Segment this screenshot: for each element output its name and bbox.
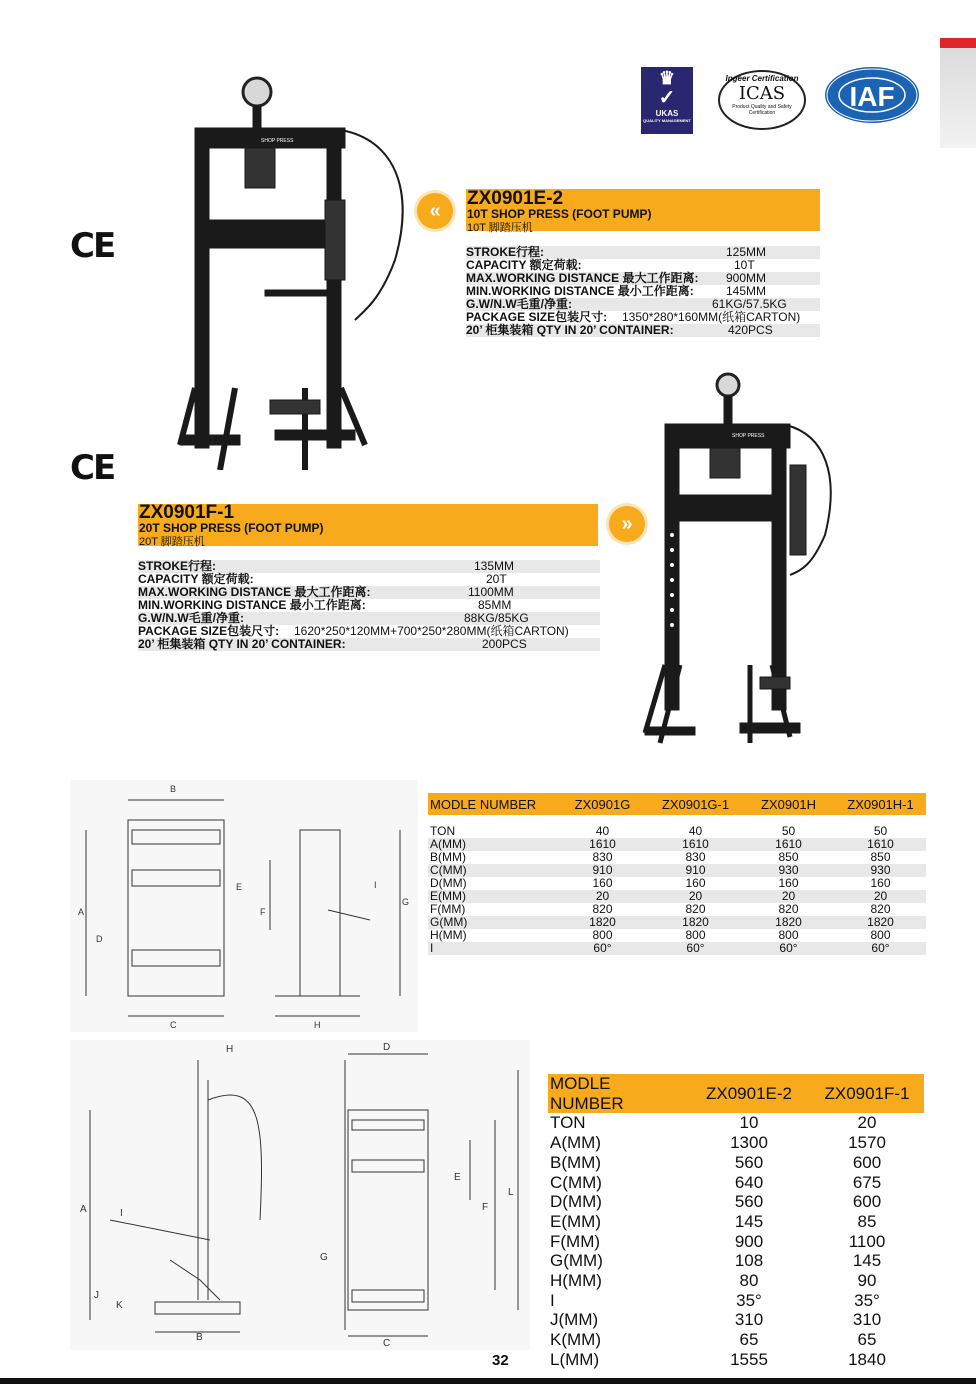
iaf-label: IAF [849, 81, 895, 112]
t2-header: MODLE NUMBER [548, 1074, 688, 1113]
cell: H(MM) [430, 928, 467, 942]
cell: 1820 [556, 916, 649, 929]
product2-model: ZX0901F-1 [139, 502, 235, 523]
cell: 85 [857, 1211, 877, 1231]
machine-1-label: SHOP PRESS [261, 138, 294, 144]
spec-label: G.W/N.W毛重/净重: [466, 297, 572, 311]
cell: 850 [778, 850, 799, 864]
spec-value: 420PCS [728, 323, 773, 337]
cell: TON [430, 824, 456, 838]
dim2-a: A [80, 1204, 87, 1215]
cell: TON [550, 1113, 586, 1133]
cell: 60° [835, 942, 926, 955]
cell: 1610 [649, 838, 742, 851]
technical-drawing-2 [70, 1040, 530, 1350]
table-row [428, 877, 926, 890]
spec-value: 88KG/85KG [464, 611, 529, 625]
cell: 830 [685, 850, 706, 864]
cell: 160 [870, 876, 891, 890]
cell: 1100 [848, 1231, 886, 1251]
spec-label: 20’ 柜集装箱 QTY IN 20’ CONTAINER: [138, 637, 346, 651]
spec-label: MIN.WORKING DISTANCE 最小工作距离: [138, 598, 366, 612]
product1-model: ZX0901E-2 [467, 188, 564, 209]
table-row [428, 929, 926, 942]
dim2-e: E [454, 1172, 461, 1183]
cell: 930 [835, 864, 926, 877]
dim-h: H [314, 1020, 321, 1030]
machine-2-label: SHOP PRESS [732, 433, 765, 439]
ukas-label: UKAS [655, 109, 679, 118]
spec-value: 61KG/57.5KG [712, 297, 787, 311]
cell: 10 [739, 1113, 759, 1133]
spec-value: 200PCS [482, 637, 527, 651]
cell: 560 [734, 1152, 764, 1172]
t1-header: ZX0901G [556, 793, 649, 815]
spec-label: PACKAGE SIZE包装尺寸: [138, 624, 280, 638]
dim-i: I [374, 880, 377, 890]
shop-press-20t-image [640, 365, 840, 750]
dim2-g: G [320, 1252, 328, 1263]
cell: 800 [778, 928, 799, 942]
cell: B(MM) [430, 850, 466, 864]
cell: A(MM) [428, 838, 556, 851]
cell: 1610 [835, 838, 926, 851]
model-table-2 [548, 1074, 924, 1370]
cell: H(MM) [550, 1271, 602, 1291]
cell: 1820 [742, 916, 835, 929]
cell: 900 [734, 1231, 764, 1251]
spec-value: 1620*250*120MM+700*250*280MM(纸箱CARTON) [294, 624, 569, 638]
spec-value: 145MM [726, 284, 767, 298]
dim-a: A [78, 907, 85, 917]
cell: 1570 [848, 1133, 886, 1153]
cell: 560 [734, 1192, 764, 1212]
cell: 1840 [848, 1349, 886, 1369]
cell: 1820 [649, 916, 742, 929]
ce-mark-2: CE [70, 448, 115, 488]
cell: 1555 [730, 1349, 768, 1369]
cell: 310 [852, 1310, 882, 1330]
cell: 800 [592, 928, 613, 942]
product1-title: 10T SHOP PRESS (FOOT PUMP) [467, 207, 652, 221]
cell: K(MM) [550, 1330, 601, 1350]
iaf-logo [825, 67, 919, 123]
cell: G(MM) [428, 916, 556, 929]
dim2-c: C [383, 1338, 391, 1349]
check-icon: ✓ [658, 87, 676, 109]
spec-value: 125MM [726, 245, 767, 259]
spec-value: 20T [486, 572, 507, 586]
cell: 35° [736, 1290, 762, 1310]
cell: 800 [870, 928, 891, 942]
cell: 600 [852, 1152, 882, 1172]
cell: 640 [734, 1172, 764, 1192]
spec-label: STROKE行程: [138, 559, 217, 573]
spec-label: STROKE行程: [466, 245, 545, 259]
cell: 60° [649, 942, 742, 955]
table-row [548, 1113, 924, 1133]
spec-label: CAPACITY 额定荷载: [466, 258, 582, 272]
table-row [428, 838, 926, 851]
t2-header: ZX0901F-1 [810, 1074, 924, 1113]
cell: D(MM) [430, 876, 467, 890]
t2-header: ZX0901E-2 [688, 1074, 810, 1113]
product2-row [138, 638, 600, 651]
table-row [548, 1153, 924, 1173]
cell: F(MM) [430, 902, 466, 916]
cell: 800 [685, 928, 706, 942]
cell: 1610 [742, 838, 835, 851]
right-arrow-icon: » [609, 506, 645, 542]
spec-label: MAX.WORKING DISTANCE 最大工作距离: [138, 585, 371, 599]
dim2-k: K [116, 1300, 123, 1311]
cell: I [550, 1290, 555, 1310]
table-row [428, 903, 926, 916]
page-number: 32 [492, 1352, 509, 1369]
dim-c: C [170, 1020, 177, 1030]
table-row [548, 1291, 924, 1311]
spec-value: 135MM [474, 559, 515, 573]
cell: 65 [857, 1330, 877, 1350]
spec-label: MAX.WORKING DISTANCE 最大工作距离: [466, 271, 699, 285]
cell: 20 [742, 890, 835, 903]
product2-title: 20T SHOP PRESS (FOOT PUMP) [139, 521, 324, 535]
cell: 20 [649, 890, 742, 903]
table-row [428, 864, 926, 877]
dim-d: D [96, 934, 103, 944]
cell: 600 [852, 1192, 882, 1212]
spec-label: PACKAGE SIZE包装尺寸: [466, 310, 608, 324]
dim2-h: H [226, 1044, 234, 1055]
table-row [548, 1271, 924, 1291]
ukas-logo [641, 67, 693, 134]
cell: E(MM) [428, 890, 556, 903]
cell: 820 [870, 902, 891, 916]
dim-g: G [402, 897, 410, 907]
dim-e: E [236, 882, 243, 892]
cell: 675 [852, 1172, 882, 1192]
table-row [548, 1133, 924, 1153]
dim2-j: J [94, 1290, 99, 1301]
cell: 50 [781, 824, 796, 838]
cell: 160 [592, 876, 613, 890]
cell: 20 [857, 1113, 877, 1133]
icas-mid: ICAS [738, 83, 786, 104]
cell: 145 [852, 1251, 882, 1271]
cell: L(MM) [550, 1349, 600, 1369]
table-row [548, 1232, 924, 1252]
spec-value: 85MM [478, 598, 512, 612]
cell: 40 [688, 824, 703, 838]
table-row [548, 1173, 924, 1193]
icas-logo [718, 70, 806, 130]
spec-label: G.W/N.W毛重/净重: [138, 611, 244, 625]
cell: 160 [685, 876, 706, 890]
shop-press-10t-image [165, 70, 425, 470]
cell: 50 [873, 824, 888, 838]
cell: 850 [870, 850, 891, 864]
cell: B(MM) [550, 1152, 601, 1172]
dim2-b: B [196, 1332, 203, 1343]
dim2-l: L [508, 1187, 514, 1198]
spec-label: 20’ 柜集装箱 QTY IN 20’ CONTAINER: [466, 323, 674, 337]
product1-row [466, 324, 820, 337]
cell: 820 [685, 902, 706, 916]
spec-label: MIN.WORKING DISTANCE 最小工作距离: [466, 284, 694, 298]
cell: 1820 [835, 916, 926, 929]
cell: 80 [739, 1271, 759, 1291]
cell: 40 [595, 824, 610, 838]
table-row [548, 1212, 924, 1232]
t1-header: ZX0901G-1 [649, 793, 742, 815]
crown-icon: ♛ [658, 68, 676, 88]
cell: 20 [835, 890, 926, 903]
cell: 108 [734, 1251, 764, 1271]
t1-header: ZX0901H [742, 793, 835, 815]
cell: E(MM) [550, 1211, 601, 1231]
dim-f: F [260, 907, 266, 917]
cell: 930 [742, 864, 835, 877]
spec-value: 1350*280*160MM(纸箱CARTON) [622, 310, 801, 324]
dim2-d: D [383, 1042, 391, 1053]
cell: 145 [734, 1211, 764, 1231]
cell: 35° [854, 1290, 880, 1310]
table-row [548, 1192, 924, 1212]
cell: G(MM) [550, 1251, 603, 1271]
cell: C(MM) [428, 864, 556, 877]
table-row [548, 1350, 924, 1370]
left-arrow-icon: « [417, 193, 453, 229]
cell: 1300 [730, 1133, 768, 1153]
table-row [428, 942, 926, 955]
product2-title-cn: 20T 脚踏压机 [139, 536, 205, 548]
model-table-1 [428, 793, 926, 955]
cell: 65 [739, 1330, 759, 1350]
cell: 60° [556, 942, 649, 955]
cell: J(MM) [550, 1310, 599, 1330]
t1-header: ZX0901H-1 [835, 793, 926, 815]
spec-value: 900MM [726, 271, 767, 285]
t1-header: MODLE NUMBER [428, 793, 556, 815]
cell: 90 [857, 1271, 877, 1291]
cell: 820 [778, 902, 799, 916]
spec-value: 10T [734, 258, 755, 272]
ce-mark-1: CE [70, 226, 115, 266]
cell: I [428, 942, 556, 955]
cell: D(MM) [550, 1192, 602, 1212]
cell: 910 [649, 864, 742, 877]
table-row [428, 825, 926, 838]
cell: C(MM) [550, 1172, 602, 1192]
ukas-sub: QUALITY MANAGEMENT [643, 118, 691, 123]
cell: 160 [778, 876, 799, 890]
dim2-f: F [482, 1202, 489, 1213]
cell: 310 [734, 1310, 764, 1330]
page-corner-tab [940, 38, 976, 148]
dim-b: B [170, 784, 177, 794]
icas-bot: Product Quality and Safety Certification [732, 104, 792, 116]
table-row [428, 916, 926, 929]
cell: 1610 [556, 838, 649, 851]
spec-value: 1100MM [468, 585, 514, 599]
cell: 910 [556, 864, 649, 877]
technical-drawing-1 [70, 780, 418, 1032]
cell: A(MM) [550, 1133, 601, 1153]
table-row [548, 1310, 924, 1330]
product1-title-cn: 10T 脚踏压机 [467, 222, 533, 234]
table-row [548, 1330, 924, 1350]
icas-top: Ingeer Certification [725, 74, 799, 83]
dim2-i: I [120, 1208, 123, 1219]
table-row [428, 890, 926, 903]
cell: 820 [592, 902, 613, 916]
cell: 60° [742, 942, 835, 955]
table-row [548, 1251, 924, 1271]
cell: 830 [592, 850, 613, 864]
cell: 20 [556, 890, 649, 903]
bottom-rule [0, 1378, 976, 1384]
table-row [428, 851, 926, 864]
spec-label: CAPACITY 额定荷载: [138, 572, 254, 586]
cell: F(MM) [550, 1231, 601, 1251]
